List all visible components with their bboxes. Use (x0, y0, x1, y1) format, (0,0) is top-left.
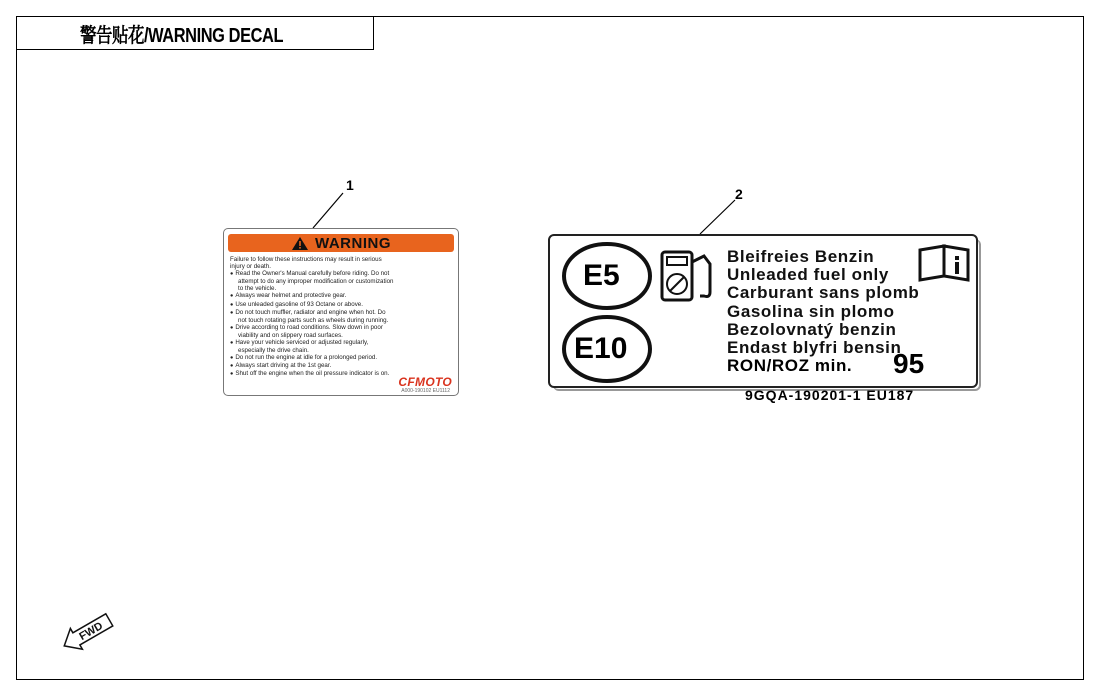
warning-item-line: ● Do not touch muffler, radiator and engine when hot. Do (230, 309, 456, 317)
warning-item-line: viability and on slippery road surfaces. (238, 331, 343, 339)
fuel-text-line: Unleaded fuel only (727, 265, 889, 285)
callout-2: 2 (735, 186, 743, 202)
fuel-text-line: Bleifreies Benzin (727, 247, 875, 266)
ron-value: 95 (893, 348, 925, 379)
warning-decal-code: A000-190102 EU1112 (401, 388, 450, 394)
warning-item-line: ● Always start driving at the 1st gear. (230, 362, 456, 370)
manual-info-icon (920, 246, 968, 280)
fwd-label: FWD (77, 620, 106, 643)
warning-item-line: especially the drive chain. (238, 347, 309, 355)
cfmoto-logo: CFMOTO (398, 375, 452, 389)
callout-1: 1 (346, 177, 354, 193)
warning-intro-line: Failure to follow these instructions may result in serious (230, 256, 382, 263)
warning-item-line: ● Use unleaded gasoline of 93 Octane or above. (230, 301, 456, 309)
fuel-text-line: Carburant sans plomb (727, 283, 920, 303)
fuel-pump-icon (662, 252, 710, 300)
fuel-text-line: Gasolina sin plomo (727, 301, 895, 321)
ron-label: RON/ROZ min. (727, 356, 853, 375)
e10-label: E10 (574, 332, 628, 365)
warning-item-line: attempt to do any improper modification or customization (238, 278, 394, 286)
fuel-decal-code: 9GQA-190201-1 EU187 (745, 387, 915, 403)
warning-item-line: ● Shut off the engine when the oil pressure indicator is on. (230, 370, 456, 378)
fuel-text-lines (727, 248, 919, 357)
fuel-text-line: Endast blyfri bensin (727, 338, 902, 358)
warning-item-line: to the vehicle. (238, 285, 277, 293)
warning-item-line: ● Do not run the engine at idle for a prolonged period. (230, 354, 456, 362)
page-title: 警告贴花/WARNING DECAL (80, 25, 284, 47)
warning-item-line: ● Always wear helmet and protective gear. (230, 292, 456, 300)
warning-item-line: ● Have your vehicle serviced or adjusted regularly, (230, 339, 456, 347)
e5-label: E5 (583, 259, 620, 292)
warning-item-line: ● Drive according to road conditions. Slow down in poor (230, 324, 456, 332)
fuel-text-line: Bezolovnatý benzin (727, 319, 897, 339)
fwd-arrow-icon (56, 610, 120, 652)
warning-heading: WARNING (315, 234, 391, 252)
warning-item-line: not touch rotating parts such as wheels during running. (238, 316, 389, 324)
warning-intro-line: injury or death. (230, 263, 271, 271)
warning-item-line: ● Read the Owner's Manual carefully before riding. Do not (230, 270, 456, 278)
